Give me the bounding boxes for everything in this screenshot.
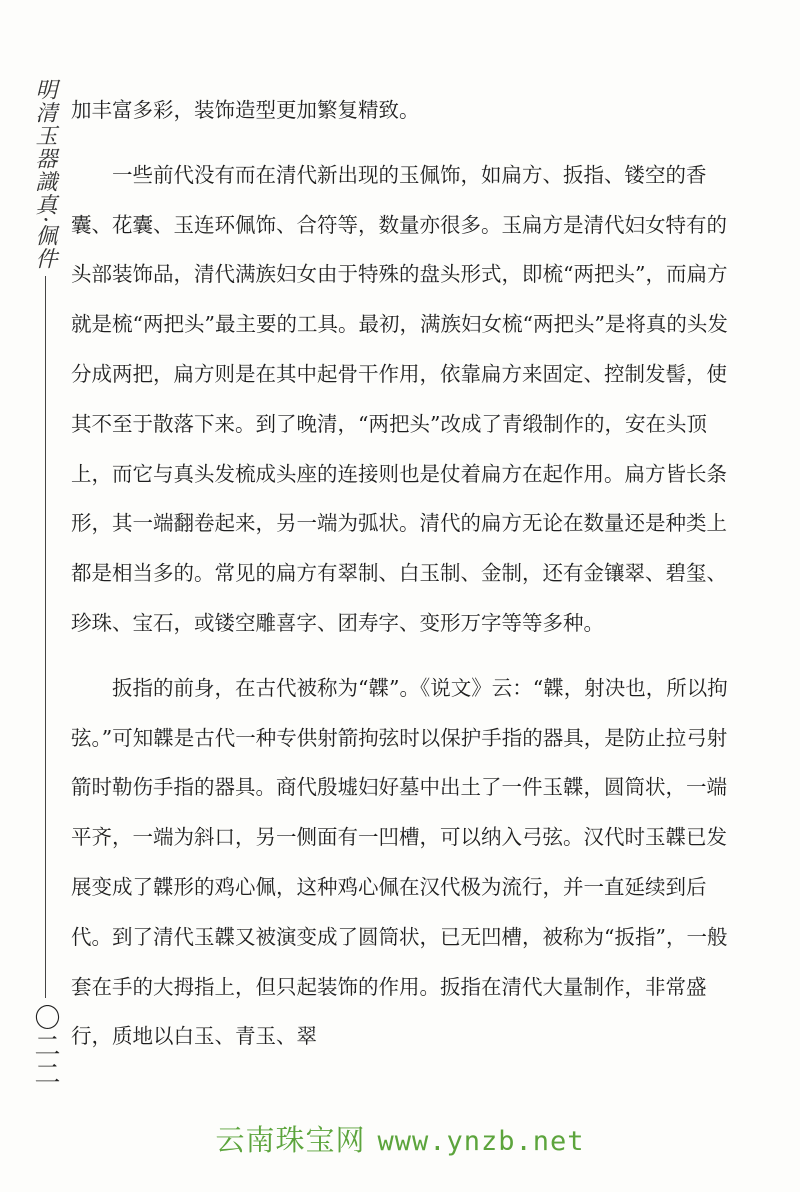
paragraph-continuation: 加丰富多彩，装饰造型更加繁复精致。: [71, 98, 420, 122]
page-number: 〇二二: [30, 1004, 60, 1088]
watermark-url: www.ynzb.net: [377, 1126, 585, 1157]
side-divider-line: [45, 276, 46, 998]
side-book-title: 明清玉器識真·佩件: [32, 78, 57, 270]
paragraph-bianfang: 一些前代没有而在清代新出现的玉佩饰，如扁方、扳指、镂空的香囊、花囊、玉连环佩饰、合符等，数量亦很多。玉扁方是清代妇女特有的头部装饰品，清代满族妇女由于特殊的盘头形式，即梳“两把头”，而扁方就是梳“两把头”最主要的工具。最初，满族妇女梳“两把头”是将真的头发分成两把，扁方则是在其中起骨干作用，依靠扁方来固定、控制发髻，使其不至于散落下来。到了晚清，“两把头”改成了青缎制作的，安在头顶上，而它与真头发梳成头座的连接则也是仗着扁方在起作用。扁方皆长条形，其一端翻卷起来，另一端为弧状。清代的扁方无论在数量还是种类上都是相当多的。常见的扁方有翠制、白玉制、金制，还有金镶翠、碧玺、珍珠、宝石，或镂空雕喜字、团寿字、变形万字等等多种。: [71, 162, 728, 635]
paragraph-banzhi: 扳指的前身，在古代被称为“韘”。《说文》云：“韘，射决也，所以拘弦。”可知韘是古代一种专供射箭拘弦时以保护手指的器具，是防止拉弓射箭时勒伤手指的器具。商代殷墟妇好墓中出土了一件玉韘，圆筒状，一端平齐，一端为斜口，另一侧面有一凹槽，可以纳入弓弦。汉代时玉韘已发展变成了韘形的鸡心佩，这种鸡心佩在汉代极为流行，并一直延续到后代。到了清代玉韘又被演变成了圆筒状，已无凹槽，被称为“扳指”，一般套在手的大拇指上，但只起装饰的作用。扳指在清代大量制作，非常盛行，质地以白玉、青玉、翠: [71, 675, 728, 1049]
watermark-name: 云南珠宝网: [215, 1123, 366, 1157]
watermark: [0, 1118, 800, 1159]
body-text: [71, 86, 731, 1062]
